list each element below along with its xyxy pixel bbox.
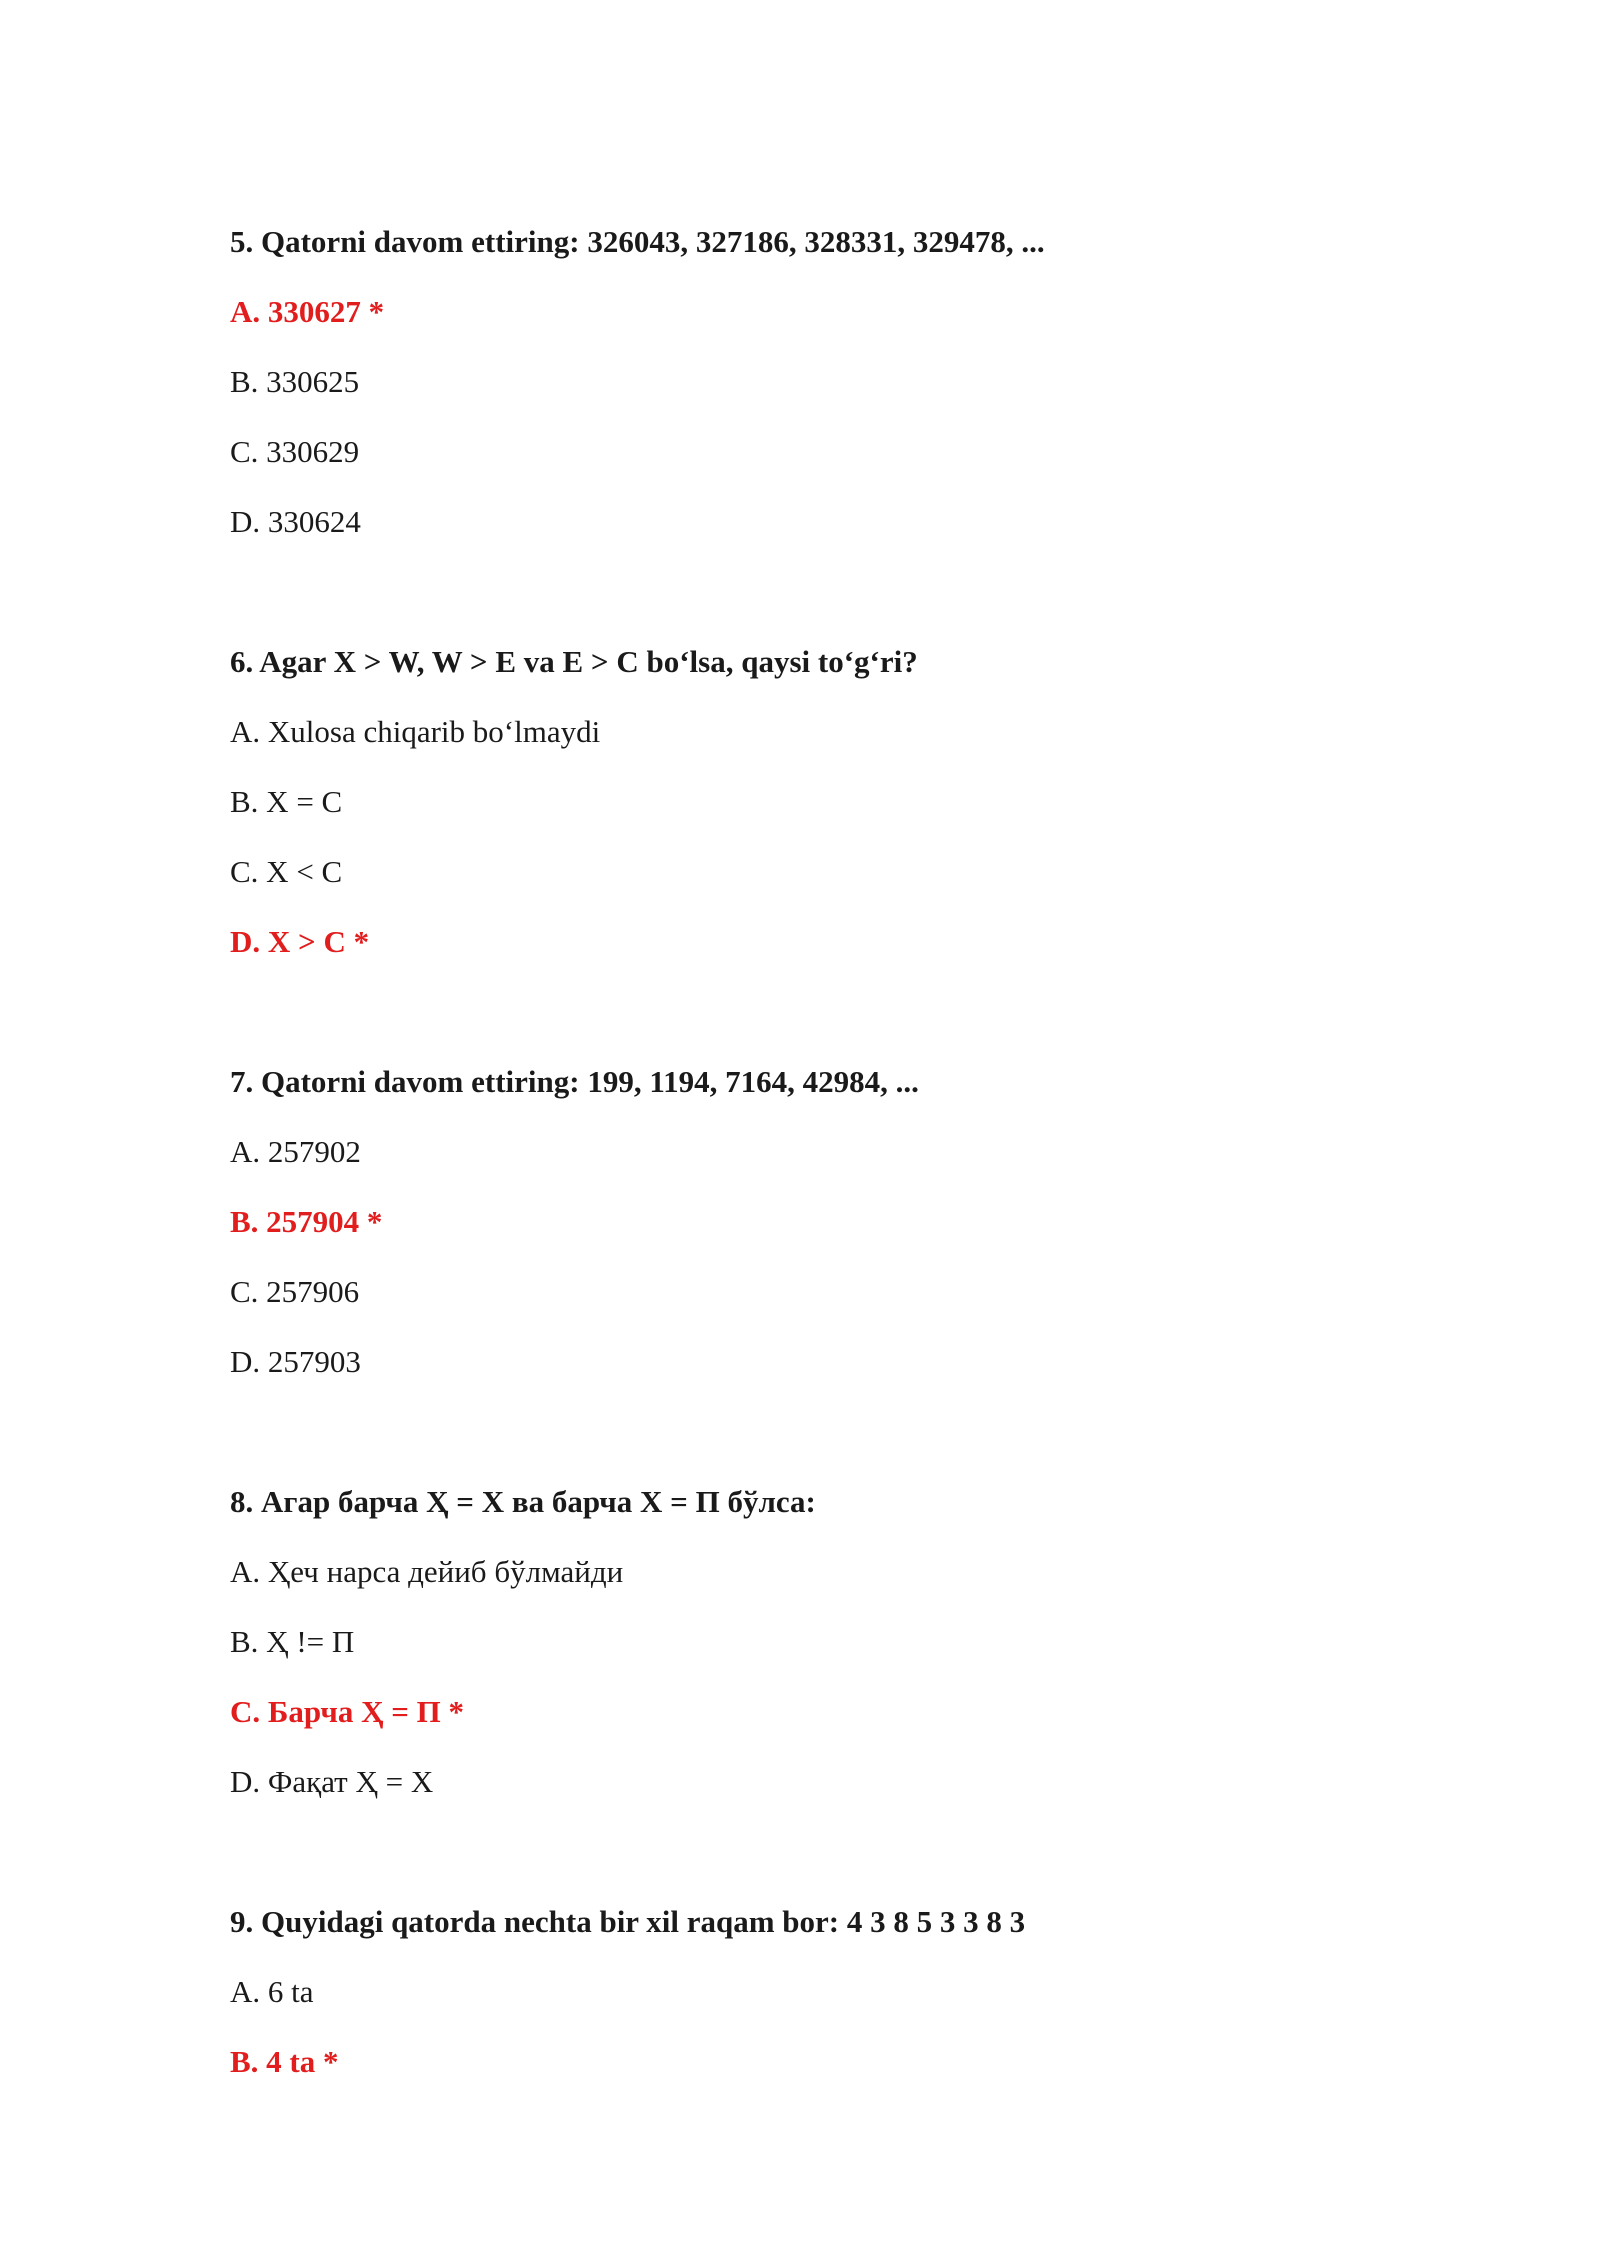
- question-stem: 8. Агар барча Ҳ = Х ва барча Х = П бўлса:: [230, 1484, 816, 1519]
- answer-option: B. X = C: [230, 784, 343, 819]
- answer-option: B. 330625: [230, 364, 360, 399]
- answer-option-correct: A. 330627 *: [230, 294, 385, 329]
- question-stem: 5. Qatorni davom ettiring: 326043, 327186, 328331, 329478, ...: [230, 224, 1045, 259]
- question-block: [230, 640, 1430, 990]
- answer-option: D. Фақат Ҳ = Х: [230, 1764, 434, 1799]
- question-block: [230, 1900, 1430, 2110]
- question-stem: 9. Quyidagi qatorda nechta bir xil raqam bor: 4 3 8 5 3 3 8 3: [230, 1904, 1026, 1939]
- question-stem: 7. Qatorni davom ettiring: 199, 1194, 7164, 42984, ...: [230, 1064, 919, 1099]
- answer-option: D. 330624: [230, 504, 361, 539]
- answer-option: B. Ҳ != П: [230, 1624, 355, 1659]
- question-block: [230, 1480, 1430, 1830]
- answer-option: C. X < C: [230, 854, 343, 889]
- question-block: [230, 1060, 1430, 1410]
- answer-option-correct: C. Барча Ҳ = П *: [230, 1694, 464, 1729]
- answer-option-correct: B. 257904 *: [230, 1204, 383, 1239]
- answer-option: A. Ҳеч нарса дейиб бўлмайди: [230, 1554, 624, 1589]
- answer-option: A. 6 ta: [230, 1974, 314, 2009]
- answer-option: C. 330629: [230, 434, 360, 469]
- question-block: [230, 220, 1430, 570]
- answer-option-correct: B. 4 ta *: [230, 2044, 339, 2079]
- answer-option: A. 257902: [230, 1134, 361, 1169]
- answer-option: C. 257906: [230, 1274, 360, 1309]
- answer-option: A. Xulosa chiqarib bo‘lmaydi: [230, 714, 601, 749]
- answer-option: D. 257903: [230, 1344, 361, 1379]
- answer-option-correct: D. X > C *: [230, 924, 370, 959]
- question-stem: 6. Agar X > W, W > E va E > C bo‘lsa, qaysi to‘g‘ri?: [230, 644, 918, 679]
